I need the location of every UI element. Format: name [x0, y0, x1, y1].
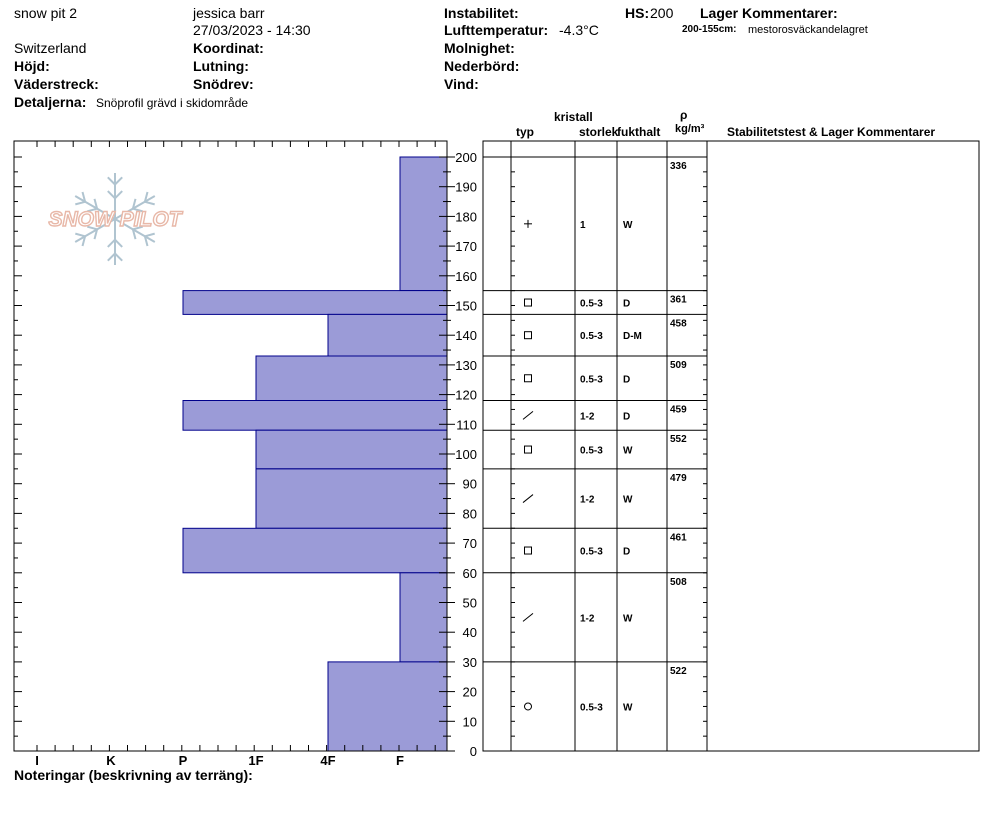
density-value: 459: [670, 404, 687, 416]
moisture-value: W: [623, 613, 633, 625]
y-tick-label: 190: [455, 179, 477, 195]
snowflake-branch: [108, 240, 115, 247]
grain-size: 1-2: [580, 494, 595, 506]
grain-square-icon: [525, 375, 532, 382]
y-tick-label: 170: [455, 239, 477, 255]
y-tick-label: 200: [455, 150, 477, 165]
snowflake-branch: [115, 254, 122, 261]
column-header-density-unit: kg/m³: [675, 123, 705, 135]
moisture-value: W: [623, 219, 633, 231]
y-tick-label: 140: [455, 328, 477, 344]
y-tick-label: 120: [455, 387, 477, 403]
x-tick-label: K: [106, 753, 116, 768]
grain-square-icon: [525, 547, 532, 554]
y-tick-label: 10: [462, 714, 477, 730]
grain-size: 0.5-3: [580, 546, 603, 558]
layer-table: [483, 141, 979, 751]
wind-label: Vind:: [444, 76, 479, 92]
grain-size: 0.5-3: [580, 445, 603, 457]
density-value: 552: [670, 434, 687, 446]
y-tick-label: 110: [456, 417, 477, 433]
moisture-value: W: [623, 494, 633, 506]
precip-label: Nederbörd:: [444, 58, 520, 74]
grain-size: 1: [580, 219, 586, 231]
grain-square-icon: [525, 332, 532, 339]
grain-size: 1-2: [580, 411, 595, 423]
snowflake-branch: [115, 191, 122, 198]
density-value: 509: [670, 359, 687, 371]
hardness-bars: [183, 157, 447, 751]
x-tick-label: 1F: [248, 753, 264, 768]
hardness-bar: [183, 528, 447, 573]
snowflake-branch: [108, 177, 115, 184]
grain-size: 0.5-3: [580, 298, 603, 310]
hardness-bar: [328, 314, 447, 356]
pit-name: snow pit 2: [14, 5, 78, 21]
hardness-bar: [328, 662, 447, 751]
column-header-moisture: fukthalt: [617, 125, 661, 139]
y-tick-label: 90: [462, 476, 477, 492]
snowflake-branch: [75, 202, 85, 205]
x-tick-label: 4F: [320, 753, 336, 768]
snowflake-branch: [145, 202, 155, 205]
y-tick-label: 20: [462, 684, 477, 700]
grain-square-icon: [525, 446, 532, 453]
y-tick-label: 70: [462, 536, 477, 552]
density-value: 336: [670, 161, 687, 172]
y-tick-label: 130: [455, 357, 477, 373]
density-value: 458: [670, 318, 687, 330]
elevation-label: Höjd:: [14, 58, 50, 74]
y-tick-label: 50: [462, 595, 477, 611]
snowpilot-logo: [49, 173, 184, 265]
grain-size: 0.5-3: [580, 374, 603, 386]
snowflake-branch: [108, 254, 115, 261]
moisture-value: W: [623, 445, 633, 457]
density-value: 522: [670, 665, 687, 677]
snowflake-branch: [75, 234, 85, 237]
y-tick-label: 30: [462, 654, 477, 670]
slope-label: Lutning:: [193, 58, 249, 74]
y-tick-label: 180: [455, 209, 477, 225]
grain-circle-icon: [525, 703, 532, 710]
x-tick-label: F: [396, 753, 404, 768]
x-tick-label: P: [178, 753, 188, 768]
layer-comment-range: 200-155cm:: [682, 24, 737, 35]
hardness-bar: [400, 573, 447, 662]
aspect-label: Väderstreck:: [14, 76, 99, 92]
column-header-rho: ρ: [680, 108, 688, 122]
moisture-value: D: [623, 411, 631, 423]
grain-size: 1-2: [580, 613, 595, 625]
y-tick-label: 160: [455, 268, 477, 284]
details-value: Snöprofil grävd i skidområde: [96, 96, 249, 110]
notes-label: Noteringar (beskrivning av terräng):: [14, 767, 253, 783]
snowflake-branch: [145, 234, 155, 237]
hs-value: 200: [650, 5, 674, 21]
grain-slash-icon: [523, 495, 533, 503]
hardness-bar: [256, 430, 447, 469]
location: Switzerland: [14, 40, 87, 56]
column-header-stability: Stabilitetstest & Lager Kommentarer: [727, 125, 936, 139]
observer-name: jessica barr: [193, 5, 265, 21]
hardness-bar: [400, 157, 447, 291]
column-header-crystal: kristall: [554, 110, 593, 124]
moisture-value: D-M: [623, 331, 642, 343]
table-border: [483, 141, 979, 751]
hardness-bar: [256, 356, 447, 401]
logo-text: SNOW PILOT: [48, 208, 182, 231]
y-tick-label: 100: [455, 447, 477, 462]
hardness-bar: [183, 291, 447, 315]
density-value: 508: [670, 576, 687, 588]
grain-size: 0.5-3: [580, 702, 603, 714]
snowflake-branch: [108, 191, 115, 198]
column-header-size: storlek: [579, 125, 619, 139]
hardness-bar: [256, 469, 447, 528]
y-tick-label: 150: [455, 298, 477, 314]
grain-slash-icon: [523, 613, 533, 621]
density-value: 461: [670, 532, 687, 544]
moisture-value: D: [623, 298, 631, 310]
instability-label: Instabilitet:: [444, 5, 519, 21]
grain-size: 0.5-3: [580, 331, 603, 343]
air-temp-label: Lufttemperatur:: [444, 22, 549, 38]
snowflake-branch: [115, 240, 122, 247]
column-header-type: typ: [516, 125, 534, 139]
snowflake-branch: [115, 177, 122, 184]
x-tick-label: I: [35, 753, 39, 768]
air-temp-value: -4.3°C: [559, 22, 599, 38]
y-tick-label: 0: [469, 744, 477, 759]
layer-comments-label: Lager Kommentarer:: [700, 5, 838, 21]
density-value: 479: [670, 472, 687, 484]
sky-label: Molnighet:: [444, 40, 515, 56]
y-tick-label: 40: [462, 625, 477, 641]
hardness-bar: [183, 401, 447, 431]
grain-slash-icon: [523, 411, 533, 419]
details-label: Detaljerna:: [14, 94, 87, 110]
grain-square-icon: [525, 299, 532, 306]
observation-datetime: 27/03/2023 - 14:30: [193, 22, 311, 38]
density-value: 361: [670, 294, 687, 306]
moisture-value: W: [623, 702, 633, 714]
layer-comment-text: mestorosväckandelagret: [748, 24, 868, 36]
moisture-value: D: [623, 546, 631, 558]
moisture-value: D: [623, 374, 631, 386]
coordinate-label: Koordinat:: [193, 40, 264, 56]
y-tick-label: 80: [462, 506, 477, 522]
y-tick-label: 60: [462, 565, 477, 581]
hs-label: HS:: [625, 5, 650, 21]
wind-loading-label: Snödrev:: [193, 76, 254, 92]
